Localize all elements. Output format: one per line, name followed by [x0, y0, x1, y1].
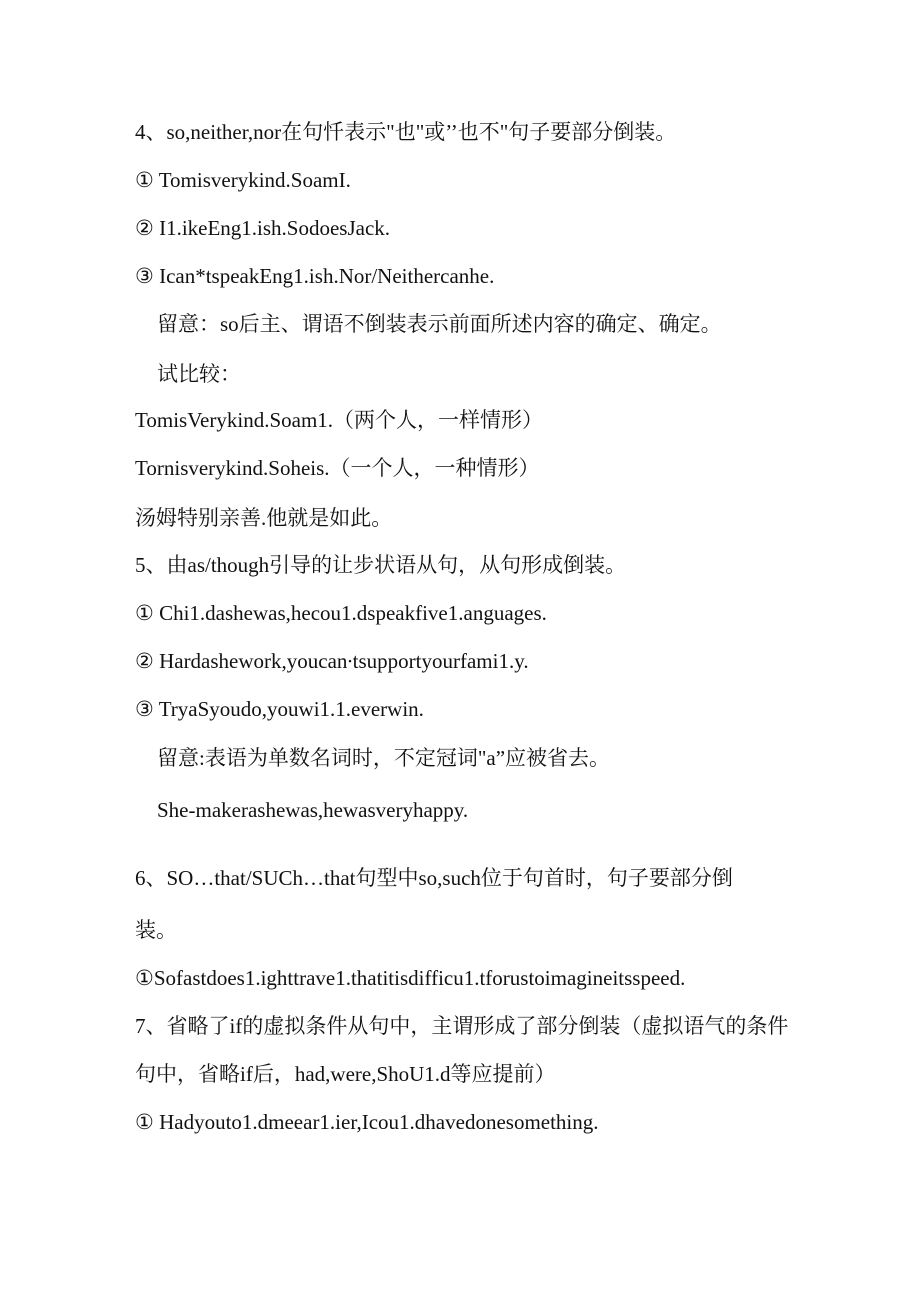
example-line: ① Hadyouto1.dmeear1.ier,Icou1.dhavedonesomething.	[135, 1110, 599, 1134]
example-line: ③ TryaSyoudo,youwi1.1.everwin.	[135, 697, 424, 721]
example-line: ① Tomisverykind.SoamI.	[135, 168, 351, 192]
section-6-heading-continued: 装。	[135, 918, 177, 942]
comparison-line: Tornisverykind.Soheis.（一个人，一种情形）	[135, 456, 540, 480]
section-5-heading: 5、由as/though引导的让步状语从句，从句形成倒装。	[135, 553, 627, 577]
section-7-heading: 7、省略了if的虚拟条件从句中，主谓形成了部分倒装（虚拟语气的条件	[135, 1014, 789, 1038]
example-line: ② I1.ikeEng1.ish.SodoesJack.	[135, 216, 391, 240]
translation-line: 汤姆特别亲善.他就是如此。	[135, 506, 393, 530]
example-line: ③ Ican*tspeakEng1.ish.Nor/Neithercanhe.	[135, 264, 495, 288]
comparison-line: TomisVerykind.Soam1.（两个人，一样情形）	[135, 408, 544, 432]
example-line: ① Chi1.dashewas,hecou1.dspeakfive1.anguages.	[135, 601, 547, 625]
section-6-heading: 6、SO…that/SUCh…that句型中so,such位于句首时，句子要部分倒	[135, 866, 733, 890]
note-line: 留意：so后主、谓语不倒装表示前面所述内容的确定、确定。	[157, 312, 722, 336]
example-line: She-makerashewas,hewasveryhappy.	[157, 798, 469, 822]
section-7-heading-continued: 句中，省略if后，had,were,ShoU1.d等应提前）	[135, 1062, 556, 1086]
example-line: ② Hardashework,youcan∙tsupportyourfami1.y.	[135, 649, 529, 673]
compare-label: 试比较：	[157, 362, 241, 386]
section-4-heading: 4、so,neither,nor在句忏表示"也"或’’也不"句子要部分倒装。	[135, 120, 677, 144]
note-line: 留意:表语为单数名词时，不定冠词"a”应被省去。	[157, 746, 611, 770]
example-line: ①Sofastdoes1.ighttrave1.thatitisdifficu1.tforustoimagineitsspeed.	[135, 966, 686, 990]
